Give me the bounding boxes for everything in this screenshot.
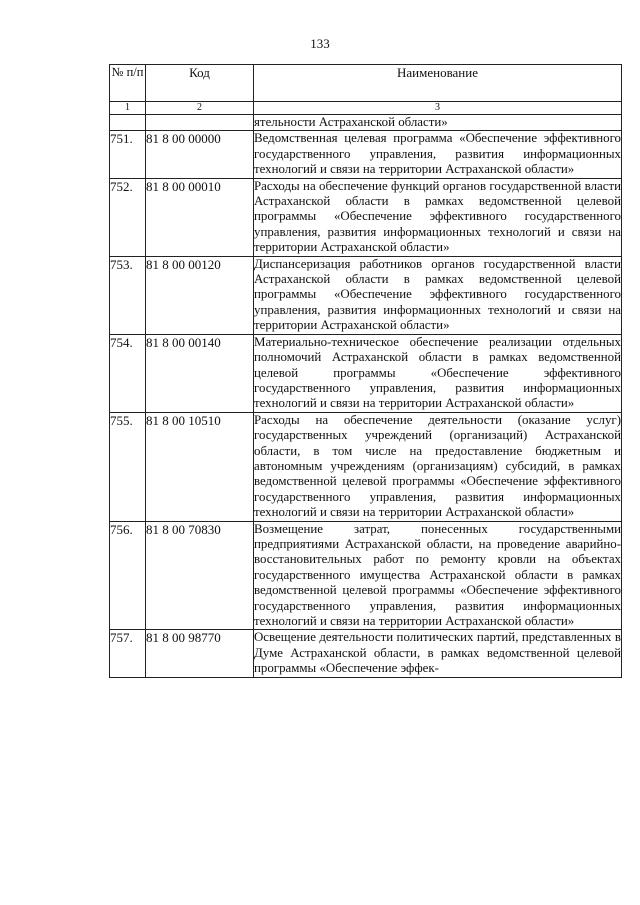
row-number: 753. — [110, 256, 146, 334]
header-name: Наименование — [254, 65, 622, 102]
table-row — [110, 334, 622, 412]
table-row — [110, 131, 622, 178]
row-code: 81 8 00 00140 — [146, 334, 254, 412]
table-row — [110, 412, 622, 521]
row-number: 754. — [110, 334, 146, 412]
row-code: 81 8 00 98770 — [146, 630, 254, 677]
row-name: Расходы на обеспечение функций органов государственной власти Астраханской области в рамках ведомственной целевой программы «Обеспечение эффективного государственного управления, развития информационных технологий и связи на территории Астраханской области» — [254, 178, 621, 255]
page-number: 133 — [310, 36, 330, 51]
continuation-text: ятельности Астраханской области» — [254, 115, 622, 131]
row-name: Диспансеризация работников органов государственной власти Астраханской области в рамках ведомственной целевой программы «Обеспечение эффективного государственного управления, развития информационных технологий и связи на территории Астраханской области» — [254, 256, 621, 333]
row-number: 751. — [110, 131, 146, 178]
table-row — [110, 521, 622, 630]
row-code: 81 8 00 00120 — [146, 256, 254, 334]
row-code: 81 8 00 10510 — [146, 412, 254, 521]
table-row — [110, 256, 622, 334]
table-header-row — [110, 65, 622, 102]
header-code: Код — [146, 65, 254, 102]
row-number: 752. — [110, 178, 146, 256]
row-name: Освещение деятельности политических партий, представленных в Думе Астраханской области, в рамках ведомственной целевой программы «Обеспечение эффек- — [254, 630, 621, 676]
row-name: Материально-техническое обеспечение реализации отдельных полномочий Астраханской области в рамках ведомственной целевой программы «Обеспечение эффективного государственного управления, развития информационных технологий и связи на территории Астраханской области» — [254, 334, 621, 411]
row-name: Расходы на обеспечение деятельности (оказание услуг) государственных учреждений (организаций) Астраханской области, в том числе на предоставление бюджетным и автономным учреждениям (организациям) субсидий, в рамках ведомственной целевой программы «Обеспечение эффективного государственного управления, развития информационных технологий и связи на территории Астраханской области» — [254, 412, 621, 520]
budget-code-table — [109, 64, 622, 678]
continuation-row — [110, 115, 622, 131]
table-row — [110, 178, 622, 256]
row-number: 756. — [110, 521, 146, 630]
row-name: Ведомственная целевая программа «Обеспечение эффективного государственного управления, развития информационных технологий и связи на территории Астраханской области» — [254, 131, 621, 177]
header-num: № п/п — [110, 65, 146, 102]
column-index-row — [110, 102, 622, 115]
column-index-3: 3 — [254, 102, 622, 115]
row-code: 81 8 00 00010 — [146, 178, 254, 256]
row-number: 757. — [110, 630, 146, 677]
column-index-1: 1 — [110, 102, 146, 115]
column-index-2: 2 — [146, 102, 254, 115]
table-row — [110, 630, 622, 677]
row-name: Возмещение затрат, понесенных государственными предприятиями Астраханской области, на проведение аварийно-восстановительных работ по ремонту кровли на объектах государственного имущества Астраханской области в рамках ведомственной целевой программы «Обеспечение эффективного государственного управления, развития информационных технологий и связи на территории Астраханской области» — [254, 521, 621, 628]
row-code: 81 8 00 70830 — [146, 521, 254, 630]
row-code: 81 8 00 00000 — [146, 131, 254, 178]
row-number: 755. — [110, 412, 146, 521]
